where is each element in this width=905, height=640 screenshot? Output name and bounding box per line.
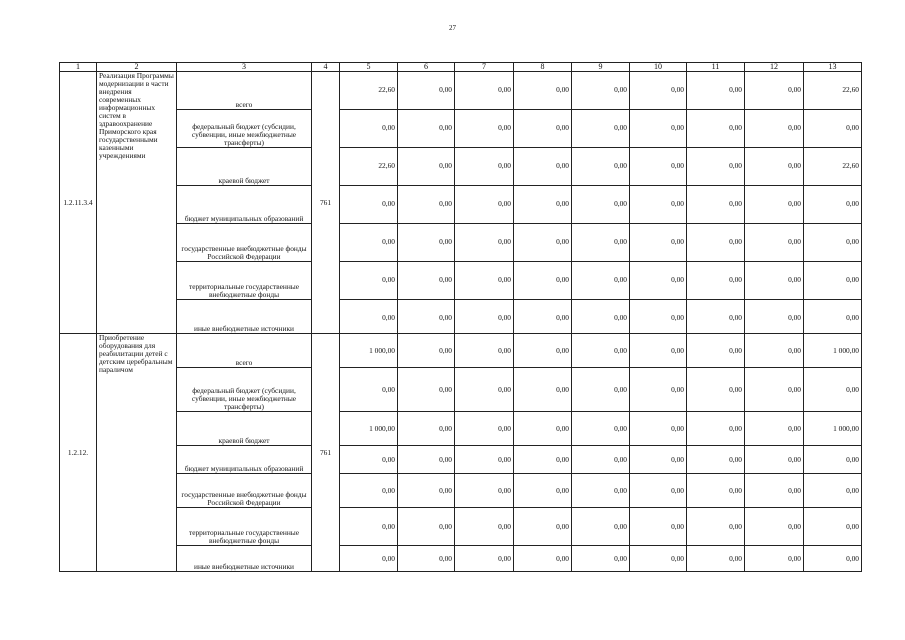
column-header: 8 xyxy=(514,63,572,72)
amount-cell: 0,00 xyxy=(572,148,630,186)
amount-cell: 0,00 xyxy=(804,300,862,334)
amount-cell: 0,00 xyxy=(514,474,572,508)
amount-cell: 0,00 xyxy=(455,186,514,224)
table-header-row xyxy=(60,63,862,72)
amount-cell: 0,00 xyxy=(572,262,630,300)
amount-cell: 0,00 xyxy=(687,546,745,572)
amount-cell: 0,00 xyxy=(572,72,630,110)
amount-cell: 0,00 xyxy=(340,474,398,508)
amount-cell: 0,00 xyxy=(340,508,398,546)
amount-cell: 0,00 xyxy=(804,546,862,572)
amount-cell: 0,00 xyxy=(455,546,514,572)
column-header: 1 xyxy=(60,63,97,72)
table-row xyxy=(60,546,862,572)
amount-cell: 0,00 xyxy=(514,72,572,110)
table-row xyxy=(60,446,862,474)
amount-cell: 0,00 xyxy=(630,508,687,546)
table-row xyxy=(60,72,862,110)
amount-cell: 0,00 xyxy=(514,412,572,446)
amount-cell: 0,00 xyxy=(572,446,630,474)
column-header: 4 xyxy=(312,63,340,72)
amount-cell: 0,00 xyxy=(514,508,572,546)
amount-cell: 0,00 xyxy=(455,412,514,446)
amount-cell: 0,00 xyxy=(630,224,687,262)
amount-cell: 0,00 xyxy=(455,224,514,262)
amount-cell: 0,00 xyxy=(572,186,630,224)
funding-source: территориальные государственные внебюджетные фонды xyxy=(177,508,312,546)
amount-cell: 0,00 xyxy=(340,262,398,300)
amount-cell: 0,00 xyxy=(804,224,862,262)
table-row xyxy=(60,474,862,508)
budget-table xyxy=(59,62,862,572)
amount-cell: 0,00 xyxy=(455,300,514,334)
section-name: Приобретение оборудования для реабилитации детей с детским церебральным параличом xyxy=(97,334,177,572)
funding-source: государственные внебюджетные фонды Российской Федерации xyxy=(177,474,312,508)
amount-cell: 0,00 xyxy=(398,224,455,262)
table-row xyxy=(60,186,862,224)
amount-cell: 0,00 xyxy=(804,262,862,300)
amount-cell: 0,00 xyxy=(687,508,745,546)
amount-cell: 0,00 xyxy=(687,186,745,224)
amount-cell: 0,00 xyxy=(687,110,745,148)
amount-cell: 0,00 xyxy=(514,446,572,474)
column-4-value: 761 xyxy=(312,72,340,334)
amount-cell: 0,00 xyxy=(398,262,455,300)
amount-cell: 0,00 xyxy=(572,412,630,446)
table-row xyxy=(60,300,862,334)
amount-cell: 0,00 xyxy=(630,300,687,334)
funding-source: государственные внебюджетные фонды Российской Федерации xyxy=(177,224,312,262)
amount-cell: 0,00 xyxy=(804,368,862,412)
amount-cell: 0,00 xyxy=(745,474,804,508)
amount-cell: 0,00 xyxy=(630,262,687,300)
amount-cell: 0,00 xyxy=(804,446,862,474)
amount-cell: 0,00 xyxy=(687,300,745,334)
amount-cell: 0,00 xyxy=(630,474,687,508)
amount-cell: 0,00 xyxy=(340,368,398,412)
table-row xyxy=(60,110,862,148)
amount-cell: 0,00 xyxy=(630,72,687,110)
amount-cell: 0,00 xyxy=(514,148,572,186)
funding-source: бюджет муниципальных образований xyxy=(177,186,312,224)
column-header: 11 xyxy=(687,63,745,72)
amount-cell: 22,60 xyxy=(340,148,398,186)
amount-cell: 0,00 xyxy=(455,262,514,300)
amount-cell: 0,00 xyxy=(745,368,804,412)
page-number: 27 xyxy=(449,24,456,32)
table-row xyxy=(60,508,862,546)
section-code: 1.2.11.3.4 xyxy=(60,72,97,334)
amount-cell: 0,00 xyxy=(455,148,514,186)
amount-cell: 0,00 xyxy=(572,368,630,412)
amount-cell: 0,00 xyxy=(630,110,687,148)
amount-cell: 0,00 xyxy=(572,474,630,508)
column-header: 7 xyxy=(455,63,514,72)
amount-cell: 0,00 xyxy=(455,446,514,474)
funding-source: федеральный бюджет (субсидии, субвенции, иные межбюджетные трансферты) xyxy=(177,368,312,412)
amount-cell: 0,00 xyxy=(630,368,687,412)
funding-source: бюджет муниципальных образований xyxy=(177,446,312,474)
amount-cell: 0,00 xyxy=(398,474,455,508)
amount-cell: 0,00 xyxy=(572,224,630,262)
amount-cell: 0,00 xyxy=(687,334,745,368)
section-code: 1.2.12. xyxy=(60,334,97,572)
table-row xyxy=(60,148,862,186)
amount-cell: 0,00 xyxy=(572,508,630,546)
amount-cell: 0,00 xyxy=(514,224,572,262)
amount-cell: 22,60 xyxy=(804,72,862,110)
amount-cell: 0,00 xyxy=(745,72,804,110)
funding-source: всего xyxy=(177,334,312,368)
section-name: Реализация Программы модернизации в части внедрения современных информационных систем в здравоохранение Приморского края государственными казенными учреждениями xyxy=(97,72,177,334)
amount-cell: 0,00 xyxy=(398,412,455,446)
amount-cell: 0,00 xyxy=(455,110,514,148)
column-header: 3 xyxy=(177,63,312,72)
amount-cell: 1 000,00 xyxy=(804,412,862,446)
table-row xyxy=(60,334,862,368)
amount-cell: 0,00 xyxy=(514,334,572,368)
column-header: 2 xyxy=(97,63,177,72)
amount-cell: 0,00 xyxy=(514,546,572,572)
amount-cell: 0,00 xyxy=(687,368,745,412)
amount-cell: 0,00 xyxy=(514,186,572,224)
amount-cell: 0,00 xyxy=(398,368,455,412)
amount-cell: 0,00 xyxy=(340,546,398,572)
amount-cell: 0,00 xyxy=(398,72,455,110)
amount-cell: 0,00 xyxy=(398,300,455,334)
amount-cell: 0,00 xyxy=(745,224,804,262)
amount-cell: 1 000,00 xyxy=(340,412,398,446)
amount-cell: 0,00 xyxy=(630,412,687,446)
column-header: 10 xyxy=(630,63,687,72)
amount-cell: 0,00 xyxy=(572,334,630,368)
amount-cell: 0,00 xyxy=(455,474,514,508)
amount-cell: 0,00 xyxy=(745,186,804,224)
funding-source: иные внебюджетные источники xyxy=(177,300,312,334)
amount-cell: 0,00 xyxy=(398,508,455,546)
amount-cell: 0,00 xyxy=(630,186,687,224)
section-1-2-11-3-4 xyxy=(60,72,862,334)
funding-source: краевой бюджет xyxy=(177,148,312,186)
funding-source: федеральный бюджет (субсидии, субвенции, иные межбюджетные трансферты) xyxy=(177,110,312,148)
amount-cell: 22,60 xyxy=(340,72,398,110)
column-header: 9 xyxy=(572,63,630,72)
amount-cell: 0,00 xyxy=(687,224,745,262)
amount-cell: 0,00 xyxy=(340,110,398,148)
amount-cell: 0,00 xyxy=(745,262,804,300)
amount-cell: 0,00 xyxy=(687,474,745,508)
amount-cell: 0,00 xyxy=(572,546,630,572)
amount-cell: 0,00 xyxy=(514,368,572,412)
amount-cell: 0,00 xyxy=(745,508,804,546)
amount-cell: 0,00 xyxy=(514,110,572,148)
amount-cell: 0,00 xyxy=(804,110,862,148)
amount-cell: 0,00 xyxy=(687,446,745,474)
amount-cell: 1 000,00 xyxy=(340,334,398,368)
amount-cell: 0,00 xyxy=(398,446,455,474)
amount-cell: 0,00 xyxy=(340,224,398,262)
funding-source: территориальные государственные внебюджетные фонды xyxy=(177,262,312,300)
column-header: 12 xyxy=(745,63,804,72)
amount-cell: 0,00 xyxy=(687,148,745,186)
funding-source: краевой бюджет xyxy=(177,412,312,446)
amount-cell: 0,00 xyxy=(572,300,630,334)
amount-cell: 1 000,00 xyxy=(804,334,862,368)
amount-cell: 0,00 xyxy=(572,110,630,148)
amount-cell: 22,60 xyxy=(804,148,862,186)
table-row xyxy=(60,224,862,262)
funding-source: иные внебюджетные источники xyxy=(177,546,312,572)
amount-cell: 0,00 xyxy=(514,262,572,300)
funding-source: всего xyxy=(177,72,312,110)
amount-cell: 0,00 xyxy=(630,546,687,572)
amount-cell: 0,00 xyxy=(745,148,804,186)
amount-cell: 0,00 xyxy=(398,186,455,224)
amount-cell: 0,00 xyxy=(745,412,804,446)
amount-cell: 0,00 xyxy=(804,508,862,546)
amount-cell: 0,00 xyxy=(745,300,804,334)
amount-cell: 0,00 xyxy=(687,412,745,446)
amount-cell: 0,00 xyxy=(687,72,745,110)
amount-cell: 0,00 xyxy=(687,262,745,300)
amount-cell: 0,00 xyxy=(630,334,687,368)
amount-cell: 0,00 xyxy=(745,446,804,474)
table-row xyxy=(60,412,862,446)
amount-cell: 0,00 xyxy=(455,368,514,412)
column-header: 6 xyxy=(398,63,455,72)
amount-cell: 0,00 xyxy=(630,446,687,474)
amount-cell: 0,00 xyxy=(398,546,455,572)
amount-cell: 0,00 xyxy=(804,186,862,224)
amount-cell: 0,00 xyxy=(398,148,455,186)
amount-cell: 0,00 xyxy=(398,334,455,368)
amount-cell: 0,00 xyxy=(455,72,514,110)
table-row xyxy=(60,262,862,300)
amount-cell: 0,00 xyxy=(630,148,687,186)
column-header: 5 xyxy=(340,63,398,72)
amount-cell: 0,00 xyxy=(455,334,514,368)
amount-cell: 0,00 xyxy=(745,334,804,368)
column-header: 13 xyxy=(804,63,862,72)
amount-cell: 0,00 xyxy=(340,300,398,334)
amount-cell: 0,00 xyxy=(745,110,804,148)
amount-cell: 0,00 xyxy=(398,110,455,148)
table-row xyxy=(60,368,862,412)
amount-cell: 0,00 xyxy=(745,546,804,572)
amount-cell: 0,00 xyxy=(340,446,398,474)
amount-cell: 0,00 xyxy=(804,474,862,508)
amount-cell: 0,00 xyxy=(514,300,572,334)
section-1-2-12 xyxy=(60,334,862,572)
amount-cell: 0,00 xyxy=(455,508,514,546)
amount-cell: 0,00 xyxy=(340,186,398,224)
column-4-value: 761 xyxy=(312,334,340,572)
